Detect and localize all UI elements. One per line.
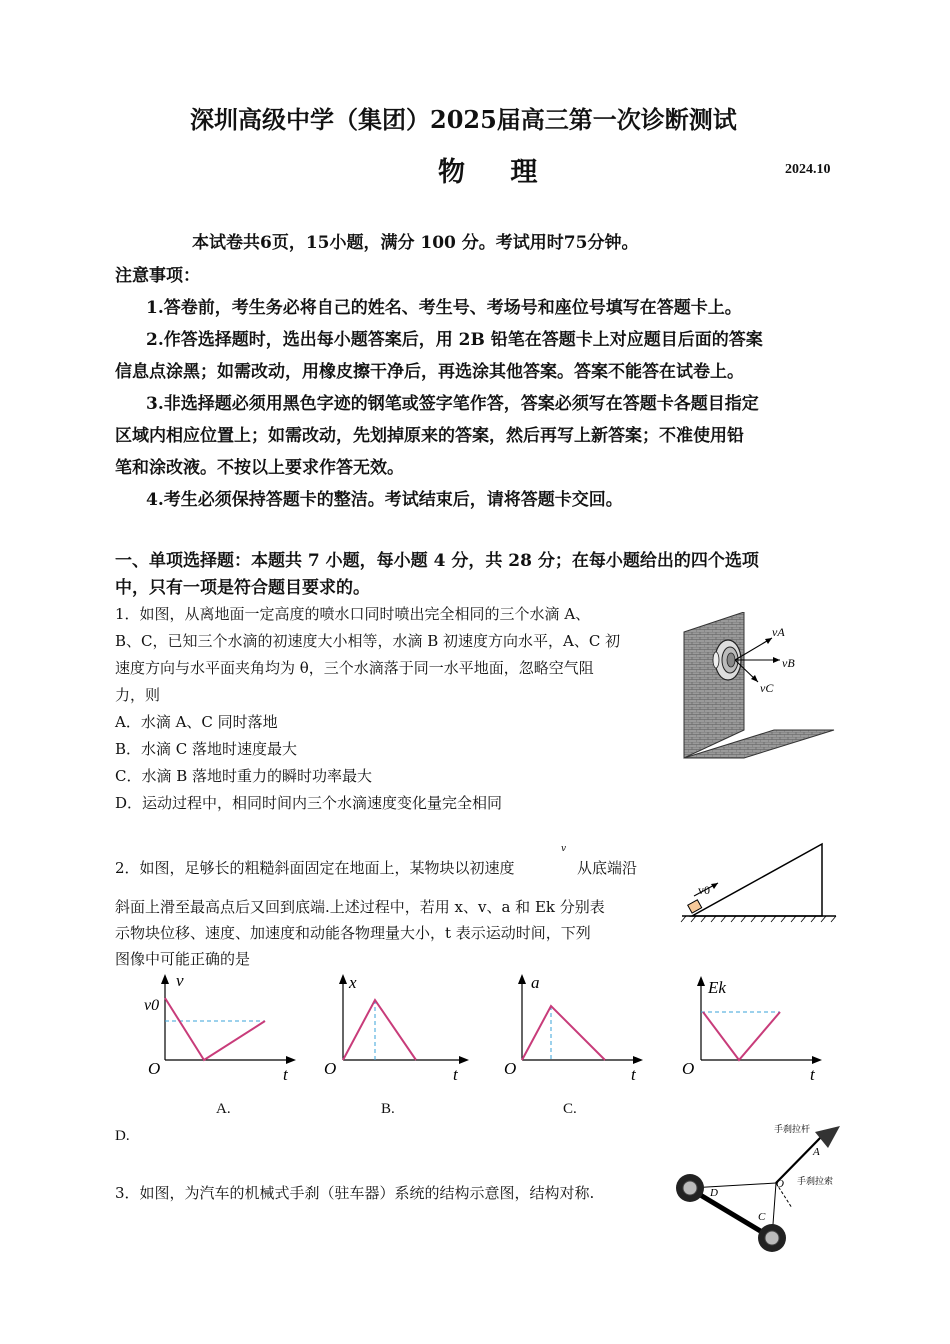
graph-d [676, 968, 836, 1086]
option-label-a: A. [216, 1101, 231, 1117]
section-heading: 中，只有一项是符合题目要求的。 [115, 578, 370, 598]
label-vb: vB [782, 656, 795, 670]
notice-line: 3.非选择题必须用黑色字迹的钢笔或签字笔作答，答案必须写在答题卡各题目指定 [146, 394, 759, 414]
q2-v-small: v [561, 844, 567, 854]
graph-d-origin: O [682, 1059, 695, 1078]
label-d: D [710, 1187, 718, 1199]
q1-fountain-figure [680, 612, 840, 764]
q1-stem: B、C，已知三个水滴的初速度大小相等，水滴 B 初速度方向水平，A、C 初 [115, 632, 621, 650]
q1-option-a: A．水滴 A、C 同时落地 [115, 713, 278, 731]
lever-handle-shape [815, 1126, 840, 1148]
q1-option-b: B．水滴 C 落地时速度最大 [115, 740, 298, 758]
graph-d-curve [703, 1012, 780, 1060]
q1-stem: 1．如图，从离地面一定高度的喷水口同时喷出完全相同的三个水滴 A、 [115, 605, 591, 623]
label-v0: v0 [698, 883, 710, 897]
exam-date: 2024.10 [785, 162, 831, 177]
graph-a [140, 968, 300, 1086]
label-lever: 手刹拉杆 [774, 1124, 811, 1134]
graph-a-v0: v0 [144, 997, 160, 1014]
label-vc: vC [760, 681, 774, 695]
q1-option-c: C．水滴 B 落地时重力的瞬时功率最大 [115, 767, 373, 785]
graph-a-ylabel: v [176, 971, 184, 990]
notice-heading: 注意事项： [115, 266, 200, 286]
q2-stem: 2．如图，足够长的粗糙斜面固定在地面上，某物块以初速度 [115, 859, 515, 877]
q2-incline-figure [678, 838, 840, 928]
graph-a-curve [165, 998, 265, 1060]
label-va: vA [772, 625, 785, 639]
notice-line: 4.考生必须保持答题卡的整洁。考试结束后，请将答题卡交回。 [146, 490, 623, 510]
graph-c-curve [522, 1006, 605, 1060]
label-o: O [776, 1178, 784, 1190]
label-a: A [813, 1146, 820, 1158]
q1-stem: 速度方向与水平面夹角均为 θ，三个水滴落于同一水平地面，忽略空气阻 [115, 659, 594, 677]
label-c: C [758, 1211, 766, 1223]
graph-b-xlabel: t [453, 1065, 458, 1084]
q2-stem: 斜面上滑至最高点后又回到底端.上述过程中，若用 x、v、a 和 Ek 分别表 [115, 898, 605, 916]
notice-line: 信息点涂黑；如需改动，用橡皮擦干净后，再选涂其他答案。答案不能答在试卷上。 [115, 362, 744, 382]
wall-shape [684, 612, 744, 758]
graph-b-ylabel: x [349, 973, 357, 992]
option-label-c: C. [563, 1101, 577, 1117]
notice-line: 2.作答选择题时，选出每小题答案后，用 2B 铅笔在答题卡上对应题目后面的答案 [146, 330, 763, 350]
q1-option-d: D．运动过程中，相同时间内三个水滴速度变化量完全相同 [115, 794, 503, 812]
q1-stem: 力，则 [115, 686, 161, 704]
notice-line: 区域内相应位置上；如需改动，先划掉原来的答案，然后再写上新答案；不准使用铅 [115, 426, 744, 446]
graph-a-xlabel: t [283, 1065, 288, 1084]
graph-b-origin: O [324, 1059, 337, 1078]
option-label-b: B. [381, 1101, 395, 1117]
exam-title: 深圳高级中学（集团）2025届高三第一次诊断测试 [190, 105, 737, 134]
exam-intro: 本试卷共6页，15小题，满分 100 分。考试用时75分钟。 [192, 233, 639, 253]
q2-stem: 从底端沿 [577, 859, 638, 877]
graph-d-xlabel: t [810, 1065, 815, 1084]
incline-shape [692, 844, 822, 916]
q3-brake-figure [672, 1118, 844, 1254]
q2-stem: 图像中可能正确的是 [115, 950, 251, 968]
q3-stem: 3．如图，为汽车的机械式手刹（驻车器）系统的结构示意图，结构对称. [115, 1184, 595, 1202]
notice-line: 1.答卷前，考生务必将自己的姓名、考生号、考场号和座位号填写在答题卡上。 [146, 298, 742, 318]
graph-b-curve [343, 1000, 416, 1060]
graph-b [318, 968, 473, 1086]
q2-stem: 示物块位移、速度、加速度和动能各物理量大小，t 表示运动时间，下列 [115, 924, 591, 942]
label-cable: 手刹拉索 [797, 1176, 834, 1186]
graph-c-origin: O [504, 1059, 517, 1078]
graph-d-ylabel: Ek [708, 978, 726, 997]
graph-c-xlabel: t [631, 1065, 636, 1084]
graph-a-origin: O [148, 1059, 161, 1078]
graph-c [497, 968, 652, 1086]
notice-line: 笔和涂改液。不按以上要求作答无效。 [115, 458, 404, 478]
option-label-d: D. [115, 1128, 130, 1144]
subject-title: 物 理 [438, 157, 556, 188]
graph-c-ylabel: a [531, 973, 540, 992]
section-heading: 一、单项选择题：本题共 7 小题，每小题 4 分，共 28 分；在每小题给出的四个选项 [115, 551, 759, 571]
